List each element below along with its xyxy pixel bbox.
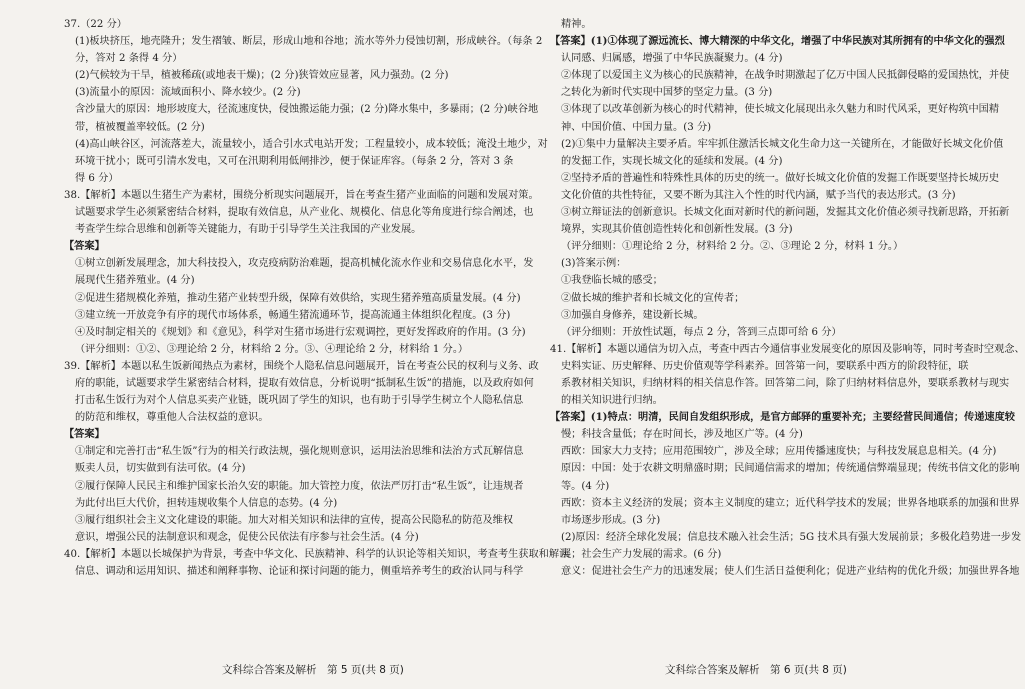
left-text-line: 府的职能，试题要求学生紧密结合材料，提取有效信息，分析说明“抵制私生饭”的措施，以及政府如何 [75, 377, 534, 389]
left-text-line: ③履行组织社会主义文化建设的职能。加大对相关知识和法律的宣传，提高公民隐私的防范及维权 [75, 514, 514, 526]
left-text-line: ③建立统一开放竞争有序的现代市场体系，畅通生猪流通环节，提高流通主体组织化程度。(3 分) [75, 309, 511, 321]
left-text-line: 【答案】 [64, 240, 105, 253]
right-text-line: ③体现了以改革创新为核心的时代精神，使长城文化展现出永久魅力和时代风采，更好构筑中国精 [561, 104, 1000, 116]
left-text-line: 贩卖人员，切实做到有法可依。(4 分) [75, 463, 246, 475]
right-text-line: （评分细则：①理论给 2 分，材料给 2 分。②、③理论 2 分，材料 1 分。） [561, 241, 904, 253]
right-text-line: 认同感、归属感，增强了中华民族凝聚力。(4 分) [561, 53, 783, 65]
right-text-line: ③加强自身修养，建设新长城。 [561, 309, 704, 321]
left-text-line: (3)流量小的原因：流域面积小、降水较少。(2 分) [75, 87, 301, 99]
left-text-line: 考查学生综合思维和创新等关键能力，有助于引导学生关注我国的产业发展。 [75, 224, 422, 236]
left-text-line: 意识，增强公民的法制意识和观念，促使公民依法有序参与社会生活。(4 分) [75, 531, 419, 543]
right-text-line: 西欧：资本主义经济的发展；资本主义制度的建立；近代科学技术的发展；世界各地联系的加强和世界 [561, 497, 1020, 509]
right-text-line: 神、中国价值、中国力量。(3 分) [561, 121, 712, 133]
left-text-line: 为此付出巨大代价，担转违规收集个人信息的态势。(4 分) [75, 497, 338, 509]
left-text-line: ②促进生猪规模化养殖，推动生猪产业转型升级，保障有效供给，实现生猪养殖高质量发展。(4 分) [75, 292, 521, 304]
right-text-line: ①我登临长城的感受； [561, 275, 663, 287]
right-text-line: ②坚持矛盾的普遍性和特殊性具体的历史的统一。做好长城文化价值的发掘工作既要坚持长城历史 [561, 172, 1000, 184]
right-text-line: 的相关知识进行归纳。 [561, 395, 663, 407]
right-text-line: 文化价值的共性特征，又要不断为其注入个性的时代内涵，赋予当代的表达形式。(3 分) [561, 189, 956, 201]
left-text-line: 37.（22 分） [64, 19, 127, 30]
right-text-line: ②体现了以爱国主义为核心的民族精神，在战争时期激起了亿万中国人民抵御侵略的爱国热忱，并使 [561, 70, 1010, 82]
left-text-line: 39.【解析】本题以私生饭新闻热点为素材，围绕个人隐私信息问题展开，旨在考查公民的权利与义务、政 [64, 360, 539, 372]
right-text-line: (3)答案示例： [561, 258, 627, 270]
right-text-line: 展；社会生产力发展的需求。(6 分) [561, 548, 722, 560]
right-page-footer: 文科综合答案及解析 第 6 页(共 8 页) [665, 664, 847, 676]
left-text-line: 展现代生猪养殖业。(4 分) [75, 275, 195, 287]
right-text-line: 意义：促进社会生产力的迅速发展；使人们生活日益便利化；促进产业结构的优化升级；加强世界各地 [561, 566, 1020, 577]
right-text-line: 原因：中国：处于农耕文明鼎盛时期；民间通信需求的增加；传统通信弊端显现；传统书信文化的影响 [561, 463, 1020, 475]
right-text-line: ③树立辩证法的创新意识。长城文化面对新时代的新问题，发掘其文化价值必须寻找新思路，开拓新 [561, 207, 1010, 219]
left-page-footer: 文科综合答案及解析 第 5 页(共 8 页) [222, 664, 404, 676]
left-page-column [64, 16, 570, 580]
right-text-line: 的发掘工作，实现长城文化的延续和发展。(4 分) [561, 155, 783, 167]
left-text-line: 打击私生饭行为对个人信息买卖产业链，既巩固了学生的知识，也有助于引导学生树立个人隐私信息 [75, 395, 524, 407]
right-text-line: 史料实证、历史解释、历史价值观等学科素养。回答第一问，要联系中西方的阶段特征，联 [561, 360, 969, 372]
right-text-line: ②做长城的维护者和长城文化的宣传者； [561, 292, 745, 304]
left-text-line: 得 6 分） [75, 172, 119, 184]
left-text-line: 【答案】 [64, 428, 105, 441]
left-text-line: 试题要求学生必须紧密结合材料，提取有效信息，从产业化、规模化、信息化等角度进行综合阐述，也 [75, 207, 534, 219]
right-text-line: 【答案】(1)特点：明清，民间自发组织形成，是官方邮驿的重要补充；主要经营民间通信；传递速度较 [550, 411, 1015, 424]
right-text-line: 慢；科技含量低；存在时间长，涉及地区广等。(4 分) [561, 429, 803, 441]
left-text-line: 的防范和维权，尊重他人合法权益的意识。 [75, 412, 269, 424]
right-text-line: 之转化为新时代实现中国梦的坚定力量。(3 分) [561, 87, 773, 99]
right-text-line: (2)原因：经济全球化发展；信息技术融入社会生活；5G 技术具有强大发展前景；多极化趋势进一步发 [561, 531, 1022, 543]
right-page-column [550, 16, 1025, 580]
right-text-line: 【答案】(1)①体现了源远流长、博大精深的中华文化，增强了中华民族对其所拥有的中华文化的强烈 [550, 35, 1005, 48]
right-text-line: 西欧：国家大力支持；应用范围较广，涉及全球；应用传播速度快；与科技发展息息相关。(4 分) [561, 446, 997, 458]
right-text-line: (2)①集中力量解决主要矛盾。牢牢抓住激活长城文化生命力这一关键所在，才能做好长城文化价值 [561, 138, 1004, 150]
right-text-line: （评分细则：开放性试题，每点 2 分，答到三点即可给 6 分） [561, 326, 842, 338]
left-text-line: 环境干扰小；既可引清水发电，又可在汛期利用低闸排沙，便于保证库容。（每条 2 分，答对 3 条 [75, 155, 514, 167]
right-text-line: 境界，实现其价值创造性转化和创新性发展。(3 分) [561, 224, 793, 236]
right-text-line: 系教材相关知识，归纳材料的相关信息作答。回答第二问，除了归纳材料信息外，要联系教材与现实 [561, 377, 1010, 389]
left-text-line: ④及时制定相关的《规划》和《意见》，科学对生猪市场进行宏观调控，更好发挥政府的作用。(3 分) [75, 326, 526, 338]
left-text-line: ①树立创新发展理念，加大科技投入，攻克疫病防治难题，提高机械化流水作业和交易信息化水平，发 [75, 258, 534, 270]
left-text-line: (2)气候较为干旱，植被稀疏(或地表干燥)；(2 分)狭管效应显著，风力强劲。(2 分) [75, 70, 449, 82]
left-text-line: （评分细则：①②、③理论给 2 分，材料给 2 分。③、④理论给 2 分，材料给 1 分。） [75, 343, 469, 355]
left-text-line: (1)板块挤压，地壳隆升；发生褶皱、断层，形成山地和谷地；流水等外力侵蚀切割，形成峡谷。（每条 2 [75, 36, 543, 48]
left-text-line: ①制定和完善打击“私生饭”行为的相关行政法规，强化规则意识，运用法治思维和法治方式瓦解信息 [75, 446, 524, 458]
left-text-line: 带，植被覆盖率较低。(2 分) [75, 121, 205, 133]
left-text-line: 分，答对 2 条得 4 分） [75, 53, 183, 65]
right-text-line: 精神。 [561, 19, 592, 30]
left-text-line: 含沙量大的原因：地形坡度大，径流速度快，侵蚀搬运能力强；(2 分)降水集中，多暴雨；(2 分)峡谷地 [75, 104, 539, 116]
left-text-line: 38.【解析】本题以生猪生产为素材，围绕分析现实问题展开，旨在考查生猪产业面临的问题和发展对策。 [64, 189, 539, 201]
left-text-line: ②履行保障人民民主和维护国家长治久安的职能。加大管控力度，依法严厉打击“私生饭”，让违规者 [75, 480, 524, 492]
right-text-line: 市场逐步形成。(3 分) [561, 514, 661, 526]
left-text-line: 信息、调动和运用知识、描述和阐释事物、论证和探讨问题的能力，侧重培养考生的政治认同与科学 [75, 566, 524, 577]
left-text-line: 40.【解析】本题以长城保护为背景，考查中华文化、民族精神、科学的认识论等相关知识，考查考生获取和解读 [64, 548, 570, 560]
right-text-line: 等。(4 分) [561, 480, 610, 492]
left-text-line: (4)高山峡谷区，河流落差大，流量较小，适合引水式电站开发；工程量较小，成本较低；淹没土地少，对 [75, 138, 548, 150]
right-text-line: 41.【解析】本题以通信为切入点，考查中西古今通信事业发展变化的原因及影响等，同时考查时空观念、 [550, 343, 1025, 355]
